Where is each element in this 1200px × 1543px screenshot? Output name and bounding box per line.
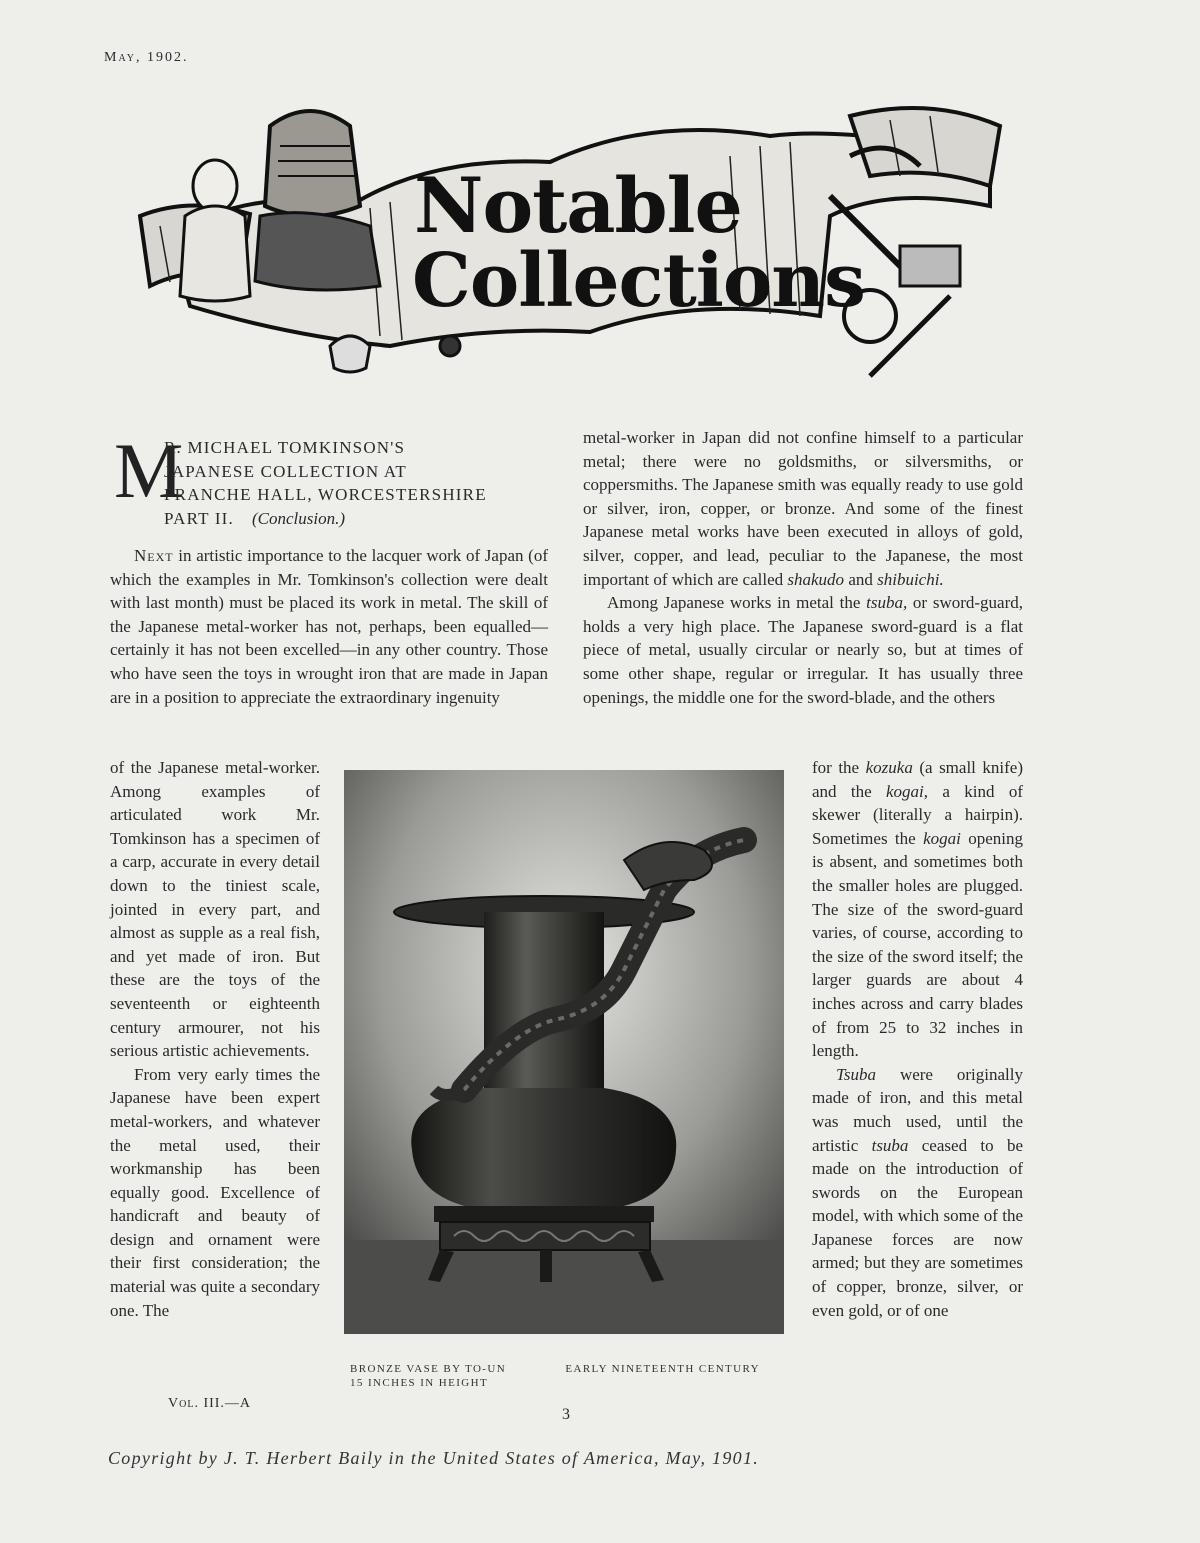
heading-conclusion: (Conclusion.) xyxy=(252,508,346,528)
term: tsuba xyxy=(871,1135,909,1155)
paragraph xyxy=(110,544,548,709)
heading-line-1: R. MICHAEL TOMKINSON'S xyxy=(164,438,406,457)
paragraph-text: a kind of skewer (literally a hairpin). Sometimes the xyxy=(812,781,1023,848)
heading-line-2: JAPANESE COLLECTION AT xyxy=(164,461,408,481)
column-1-bottom xyxy=(110,756,320,1322)
page-number: 3 xyxy=(562,1406,570,1423)
term: shibuichi. xyxy=(877,569,944,589)
term: tsuba, xyxy=(866,593,908,613)
column-1-top xyxy=(110,544,548,709)
paragraph: of the Japanese metal-worker. Among examples of articulated work Mr. Tomkinson has a specimen of a carp, accurate in every detail down to the tiniest scale, jointed in every part, and almost as supple as a real fish, and yet made of iron. But these are the toys of the seventeenth or eighteenth century armourer, not his serious artistic achievements. xyxy=(110,758,320,1061)
vase-image xyxy=(344,770,784,1334)
bronze-vase-photo xyxy=(344,770,784,1334)
term: kogai, xyxy=(886,781,929,801)
paragraph xyxy=(583,426,1023,591)
issue-date: May, 1902. xyxy=(104,50,189,65)
paragraph xyxy=(812,756,1023,1063)
paragraph-text: ceased to be made on the introduction of swords on the European model, with which some of the Japanese forces are now armed; but they are sometimes of copper, bronze, silver, or even gold, or of one xyxy=(812,1135,1023,1320)
term: Tsuba xyxy=(836,1064,877,1084)
drop-cap: M xyxy=(114,427,184,514)
paragraph-text: for the xyxy=(812,758,866,777)
paragraph-text: opening is absent, and sometimes both the smaller holes are plugged. The size of the sword-guard varies, of course, according to the size of the sword itself; the larger guards are about 4 inches across and carry blades of from 25 to 32 inches in length. xyxy=(812,828,1023,1061)
paragraph-text: and xyxy=(844,569,878,589)
paragraph-text: metal-worker in Japan did not confine himself to a particular metal; there were no goldsmiths, or silversmiths, or coppersmiths. The Japanese smith was equally ready to use gold or silver, iron, copper, or bronze. And some of the finest Japanese metal works have been executed in alloys of gold, silver, copper, and lead, peculiar to the Japanese, the most important of which are called xyxy=(583,428,1023,589)
lead-word: Next xyxy=(134,546,174,565)
term: shakudo xyxy=(787,569,845,589)
heading-line-3: FRANCHE HALL, WORCESTERSHIRE xyxy=(164,485,487,504)
paragraph-text: (a small knife) and the xyxy=(812,758,1023,801)
column-2-top xyxy=(583,426,1023,709)
caption-date: EARLY NINETEENTH CENTURY xyxy=(565,1363,760,1375)
paragraph xyxy=(583,591,1023,709)
paragraph-text: were originally made of iron, and this metal was much used, until the artistic xyxy=(812,1064,1023,1155)
masthead-title-line2: Collections xyxy=(412,238,865,324)
paragraph: From very early times the Japanese have been expert metal-workers, and whatever the metal used, their workmanship has been equally good. Excellence of handicraft and beauty of design and ornament were their first consideration; the material was quite a secondary one. The xyxy=(110,1064,320,1320)
term: kozuka xyxy=(865,758,913,777)
paragraph-text: Among Japanese works in metal the xyxy=(607,593,867,613)
caption-title: BRONZE VASE BY TO-UN xyxy=(350,1363,507,1375)
paragraph-text: in artistic importance to the lacquer work of Japan (of which the examples in Mr. Tomkinson's collection were dealt with last month) must be placed its work in metal. The skill of the Japanese metal-worker has not, perhaps, been equalled—certainly it has not been excelled—in any other country. Those who have seen the toys in wrought iron that are made in Japan are in a position to appreciate the extraordinary ingenuity xyxy=(110,546,548,707)
heading-part: PART II. xyxy=(164,508,234,528)
figure-caption xyxy=(350,1362,760,1390)
masthead-title-line1: Notable xyxy=(414,161,742,250)
masthead-illustration xyxy=(130,96,1010,396)
term: kogai xyxy=(923,828,961,848)
column-2-bottom xyxy=(812,756,1023,1322)
copyright-notice: Copyright by J. T. Herbert Baily in the United States of America, May, 1901. xyxy=(108,1448,760,1468)
paragraph xyxy=(812,1063,1023,1323)
volume-signature: Vol. III.—A xyxy=(168,1396,252,1411)
caption-size: 15 INCHES IN HEIGHT xyxy=(350,1377,489,1389)
article-heading xyxy=(164,436,556,530)
paragraph-text: or sword-guard, holds a very high place. The Japanese sword-guard is a flat piece of metal, usually circular or nearly so, but at times of some other shape, regular or irregular. It has usually three openings, the middle one for the sword-blade, and the others xyxy=(583,593,1023,707)
